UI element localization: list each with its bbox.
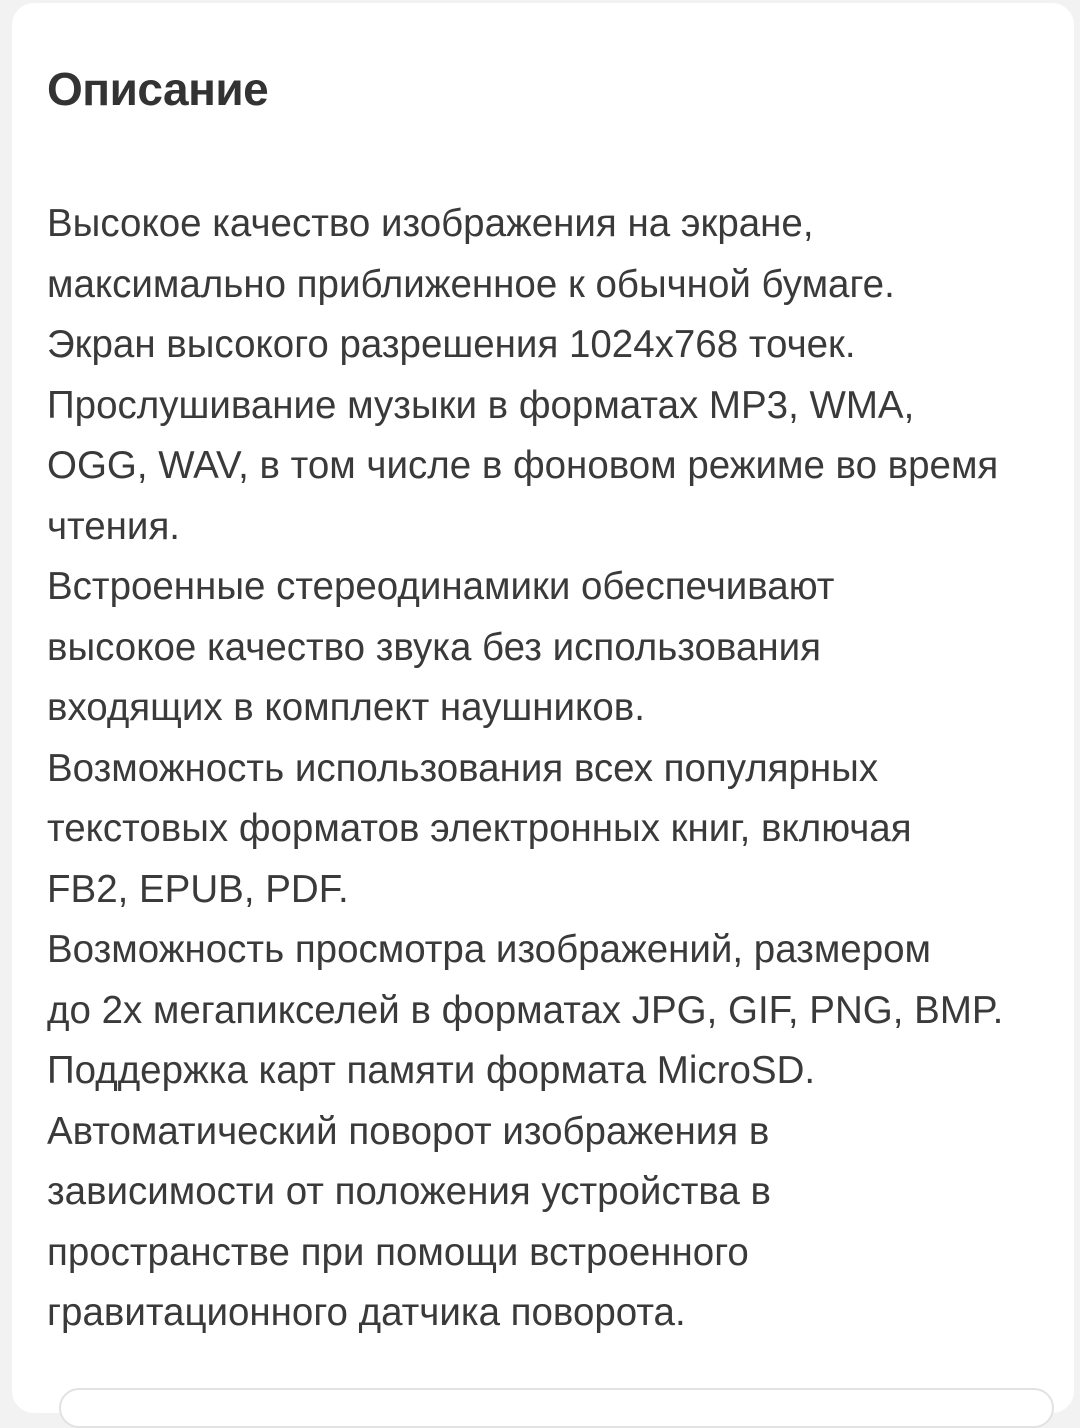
description-line: OGG, WAV, в том числе в фоновом режиме во время bbox=[47, 444, 999, 487]
description-line: максимально приближенное к обычной бумаге. bbox=[47, 262, 895, 306]
description-line: Возможность использования всех популярных bbox=[47, 746, 879, 790]
description-line: Возможность просмотра изображений, размером bbox=[47, 928, 931, 971]
description-line: пространстве при помощи встроенного bbox=[47, 1230, 749, 1274]
description-text bbox=[47, 194, 1052, 1344]
description-line: FB2, EPUB, PDF. bbox=[47, 867, 349, 911]
description-line: зависимости от положения устройства в bbox=[47, 1170, 771, 1213]
section-title: Описание bbox=[47, 63, 269, 115]
description-line: Прослушивание музыки в форматах MP3, WMA, bbox=[47, 383, 915, 427]
description-line: высокое качество звука без использования bbox=[47, 625, 821, 669]
description-line: входящих в комплект наушников. bbox=[47, 686, 645, 729]
description-line: Автоматический поворот изображения в bbox=[47, 1109, 770, 1153]
description-line: до 2х мегапикселей в форматах JPG, GIF, PNG, BMP. bbox=[47, 988, 1004, 1032]
description-line: чтения. bbox=[47, 504, 180, 548]
description-line: гравитационного датчика поворота. bbox=[47, 1291, 686, 1334]
description-card bbox=[12, 3, 1074, 1413]
description-line: Поддержка карт памяти формата MicroSD. bbox=[47, 1049, 816, 1092]
next-section-field[interactable] bbox=[59, 1388, 1054, 1428]
description-line: Экран высокого разрешения 1024x768 точек. bbox=[47, 323, 856, 366]
description-line: текстовых форматов электронных книг, включая bbox=[47, 807, 912, 850]
description-line: Встроенные стереодинамики обеспечивают bbox=[47, 565, 835, 608]
description-line: Высокое качество изображения на экране, bbox=[47, 202, 814, 245]
